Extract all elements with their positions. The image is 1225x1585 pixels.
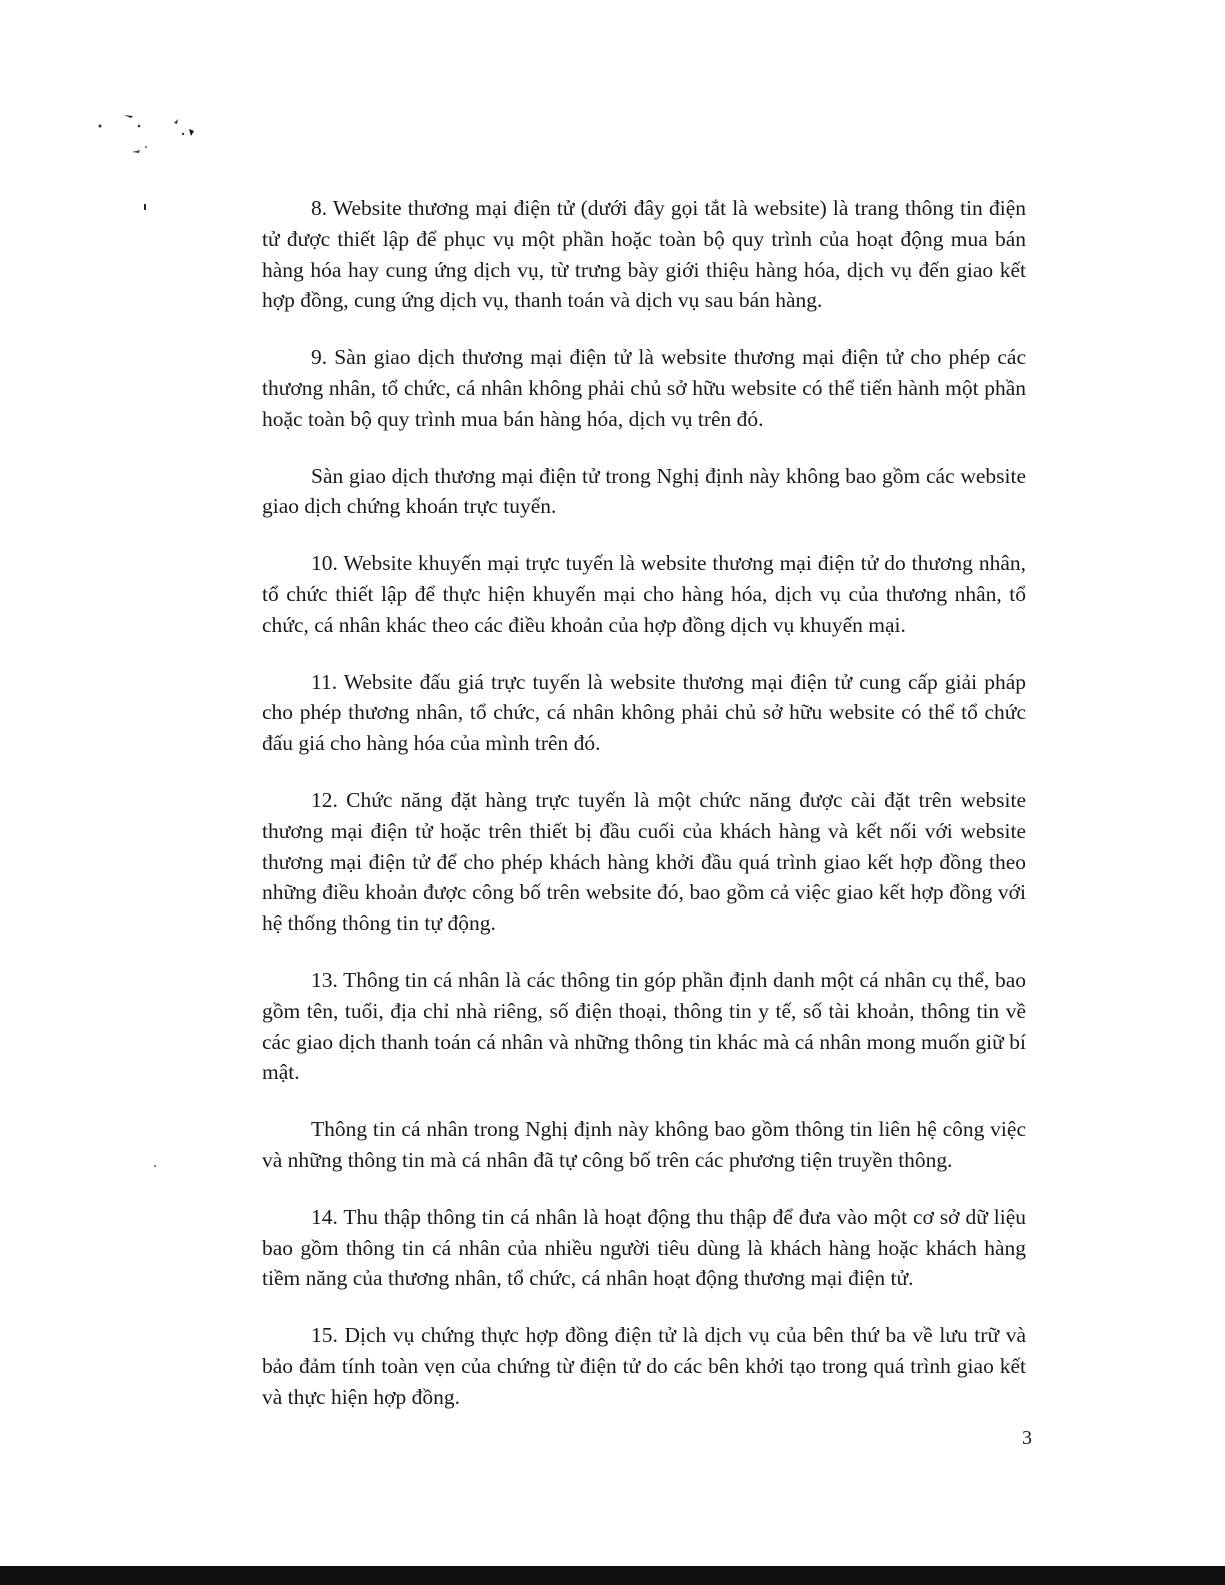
paragraph-item-13: 13. Thông tin cá nhân là các thông tin góp phần định danh một cá nhân cụ thể, bao gồm tên, tuổi, địa chỉ nhà riêng, số điện thoại, thông tin y tế, số tài khoản, thông tin về các giao dịch thanh toán cá nhân và những thông tin khác mà cá nhân mong muốn giữ bí mật. bbox=[262, 967, 1026, 1085]
page-number: 3 bbox=[1022, 1427, 1032, 1449]
paragraph-item-12: 12. Chức năng đặt hàng trực tuyến là một chức năng được cài đặt trên website thương mại điện tử hoặc trên thiết bị đầu cuối của khách hàng và kết nối với website thương mại điện tử để cho phép khách hàng khởi đầu quá trình giao kết hợp đồng theo những điều khoản được công bố trên website đó, bao gồm cả việc giao kết hợp đồng với hệ thống thông tin tự động. bbox=[262, 787, 1026, 936]
paragraph-item-8: 8. Website thương mại điện tử (dưới đây gọi tắt là website) là trang thông tin điện tử được thiết lập để phục vụ một phần hoặc toàn bộ quy trình của hoạt động mua bán hàng hóa hay cung ứng dịch vụ, từ trưng bày giới thiệu hàng hóa, dịch vụ đến giao kết hợp đồng, cung ứng dịch vụ, thanh toán và dịch vụ sau bán hàng. bbox=[262, 196, 1026, 313]
scan-bottom-edge bbox=[0, 1566, 1225, 1585]
paragraph-item-15: 15. Dịch vụ chứng thực hợp đồng điện tử là dịch vụ của bên thứ ba về lưu trữ và bảo đảm tính toàn vẹn của chứng từ điện tử do các bên khởi tạo trong quá trình giao kết và thực hiện hợp đồng. bbox=[262, 1323, 1026, 1409]
paragraph-item-9: 9. Sàn giao dịch thương mại điện tử là website thương mại điện tử cho phép các thương nhân, tổ chức, cá nhân không phải chủ sở hữu website có thể tiến hành một phần hoặc toàn bộ quy trình mua bán hàng hóa, dịch vụ trên đó. bbox=[262, 345, 1026, 431]
paragraph-item-14: 14. Thu thập thông tin cá nhân là hoạt động thu thập để đưa vào một cơ sở dữ liệu bao gồm thông tin cá nhân của nhiều người tiêu dùng là khách hàng hoặc khách hàng tiềm năng của thương nhân, tổ chức, cá nhân hoạt động thương mại điện tử. bbox=[262, 1204, 1026, 1291]
paragraph-item-13-note: Thông tin cá nhân trong Nghị định này không bao gồm thông tin liên hệ công việc và những thông tin mà cá nhân đã tự công bố trên các phương tiện truyền thông. bbox=[262, 1117, 1026, 1172]
document-body bbox=[262, 193, 1026, 1413]
paragraph-item-10: 10. Website khuyến mại trực tuyến là website thương mại điện tử do thương nhân, tổ chức thiết lập để thực hiện khuyến mại cho hàng hóa, dịch vụ của thương nhân, tổ chức, cá nhân khác theo các điều khoản của hợp đồng dịch vụ khuyến mại. bbox=[262, 551, 1026, 637]
paragraph-item-9-note: Sàn giao dịch thương mại điện tử trong Nghị định này không bao gồm các website giao dịch chứng khoán trực tuyến. bbox=[262, 463, 1026, 519]
paragraph-item-11: 11. Website đấu giá trực tuyến là website thương mại điện tử cung cấp giải pháp cho phép thương nhân, tổ chức, cá nhân không phải chủ sở hữu website có thể tổ chức đấu giá cho hàng hóa của mình trên đó. bbox=[262, 669, 1026, 756]
